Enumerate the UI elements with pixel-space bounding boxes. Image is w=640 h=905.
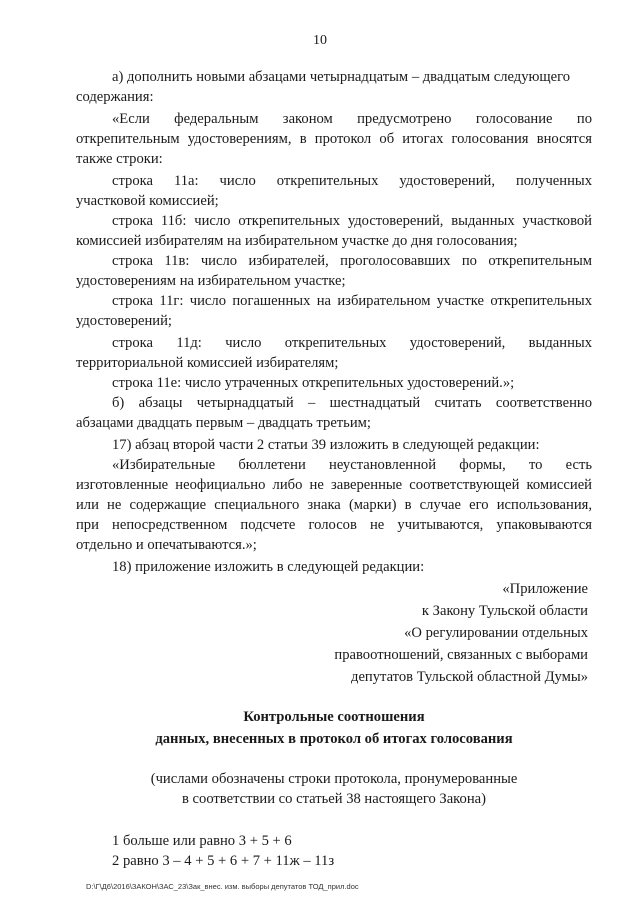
text-line: абзацами двадцать первым – двадцать третьим; [76,415,371,431]
text-line: «Избирательные бюллетени неустановленной формы, то есть [112,457,592,473]
text-line: комиссией избирателям на избирательном участке до дня голосования; [76,233,518,249]
text-line: строка 11е: число утраченных открепительных удостоверений.»; [112,375,515,391]
text-line: территориальной комиссией избирателям; [76,355,339,371]
text-line: «Если федеральным законом предусмотрено голосование по [112,111,592,127]
text-line: участковой комиссией; [76,193,219,209]
appendix-heading: правоотношений, связанных с выборами [334,647,588,663]
section-title: Контрольные соотношения [243,709,425,725]
text-line: при непосредственном подсчете голосов не учитываются, упаковываются [76,517,592,533]
text-line: строка 11б: число открепительных удостоверений, выданных участковой [112,213,592,229]
text-line: открепительным удостоверениям, в протокол об итогах голосования вносятся [76,131,592,147]
text-line: строка 11г: число погашенных на избирательном участке открепительных [112,293,592,309]
section-title: данных, внесенных в протокол об итогах голосования [155,731,513,747]
text-line: удостоверениям на избирательном участке; [76,273,346,289]
text-line: строка 11д: число открепительных удостоверений, выданных [112,335,592,351]
appendix-heading: депутатов Тульской областной Думы» [351,669,588,685]
text-line: 17) абзац второй части 2 статьи 39 изложить в следующей редакции: [112,437,540,453]
text-line: или не содержащие специального знака (марки) в случае его использования, [76,497,592,513]
formula-line: 2 равно 3 – 4 + 5 + 6 + 7 + 11ж – 11з [112,853,335,869]
page-number: 10 [313,33,327,48]
text-line: также строки: [76,151,163,167]
text-line: содержания: [76,89,154,105]
text-line: строка 11в: число избирателей, проголосовавших по открепительным [112,253,592,269]
appendix-heading: «О регулировании отдельных [404,625,588,641]
text-line: б) абзацы четырнадцатый – шестнадцатый считать соответственно [112,395,592,411]
appendix-heading: к Закону Тульской области [421,603,588,619]
text-line: удостоверений; [76,313,172,329]
text-line: 18) приложение изложить в следующей редакции: [112,559,425,575]
file-path-footer: D:\Г\Д6\2016\ЗАКОН\ЗАС_23\Зак_внес. изм. выборы депутатов ТОД_прил.doc [86,882,359,891]
text-line: изготовленные неофициально либо не заверенные соответствующей комиссией [76,477,592,493]
appendix-heading: «Приложение [502,581,588,597]
note-text: (числами обозначены строки протокола, пронумерованные [150,771,518,787]
text-line: отдельно и опечатываются.»; [76,537,257,553]
text-line: а) дополнить новыми абзацами четырнадцатым – двадцатым следующего [112,69,571,85]
formula-line: 1 больше или равно 3 + 5 + 6 [112,833,292,849]
text-line: строка 11а: число открепительных удостоверений, полученных [112,173,592,189]
note-text: в соответствии со статьей 38 настоящего Закона) [182,791,486,807]
